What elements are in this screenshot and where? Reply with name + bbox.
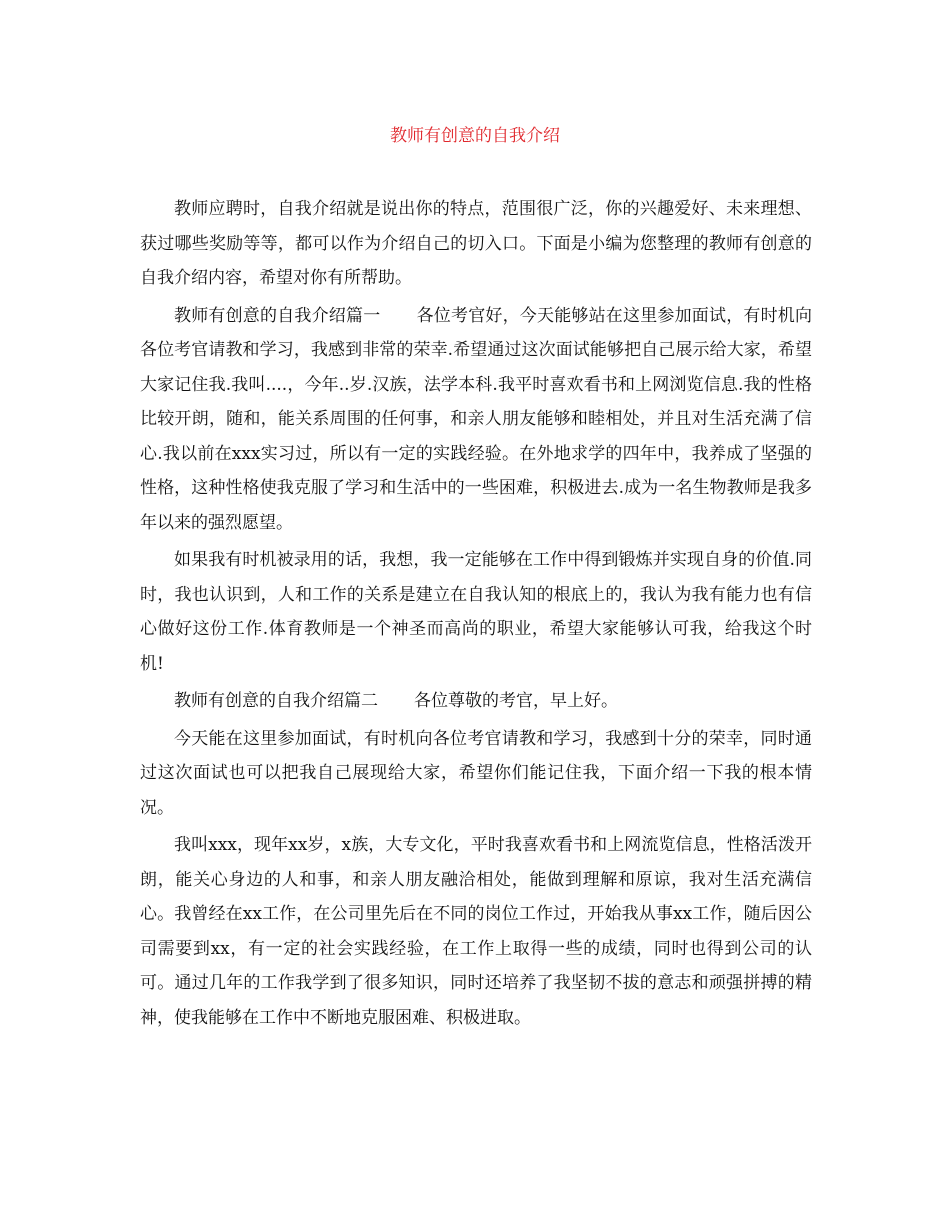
section-two-text: 各位尊敬的考官，早上好。 [414,691,618,711]
body-paragraph-text: 今天能在这里参加面试，有时机向各位考官请教和学习，我感到十分的荣幸，同时通过这次面试也可以把我自己展现给大家，希望你们能记住我，下面介绍一下我的根本情况。 [140,728,812,818]
document-title: 教师有创意的自我介绍 [390,126,560,146]
section-two-heading: 教师有创意的自我介绍篇二 [174,691,378,711]
intro-text: 教师应聘时，自我介绍就是说出你的特点，范围很广泛，你的兴趣爱好、未来理想、获过哪些奖励等等，都可以作为介绍自己的切入口。下面是小编为您整理的教师有创意的自我介绍内容，希望对你有所帮助。 [140,199,812,288]
section-one-text: 各位考官好，今天能够站在这里参加面试，有时机向各位考官请教和学习，我感到非常的荣幸.希望通过这次面试能够把自己展示给大家，希望大家记住我.我叫....，今年..岁.汉族，法学本科.我平时喜欢看书和上网浏览信息.我的性格比较开朗，随和，能关系周围的任何事，和亲人朋友能够和睦相处，并且对生活充满了信心.我以前在xxx实习过，所以有一定的实践经验。在外地求学的四年中，我养成了坚强的性格，这种性格使我克服了学习和生活中的一些困难，积极进去.成为一名生物教师是我多年以来的强烈愿望。 [140,305,813,533]
section-two-paragraph [140,684,812,719]
section-one-paragraph [140,299,812,541]
document-body [140,192,812,1035]
body-paragraph-text: 我叫xxx，现年xx岁，x族，大专文化，平时我喜欢看书和上网流览信息，性格活泼开朗，能关心身边的人和事，和亲人朋友融洽相处，能做到理解和原谅，我对生活充满信心。我曾经在xx工作，在公司里先后在不同的岗位工作过，开始我从事xx工作，随后因公司需要到xx，有一定的社会实践经验，在工作上取得一些的成绩，同时也得到公司的认可。通过几年的工作我学到了很多知识，同时还培养了我坚韧不拔的意志和顽强拼搏的精神，使我能够在工作中不断地克服困难、积极进取。 [140,835,812,1028]
body-paragraph [140,722,812,826]
section-one-heading: 教师有创意的自我介绍篇一 [174,305,381,326]
body-paragraph [140,543,812,681]
intro-paragraph [140,192,812,296]
body-paragraph [140,828,812,1035]
body-paragraph-text: 如果我有时机被录用的话，我想，我一定能够在工作中得到锻炼并实现自身的价值.同时，我也认识到，人和工作的关系是建立在自我认知的根底上的，我认为我有能力也有信心做好这份工作.体育教师是一个神圣而高尚的职业，希望大家能够认可我，给我这个时机! [140,550,812,674]
